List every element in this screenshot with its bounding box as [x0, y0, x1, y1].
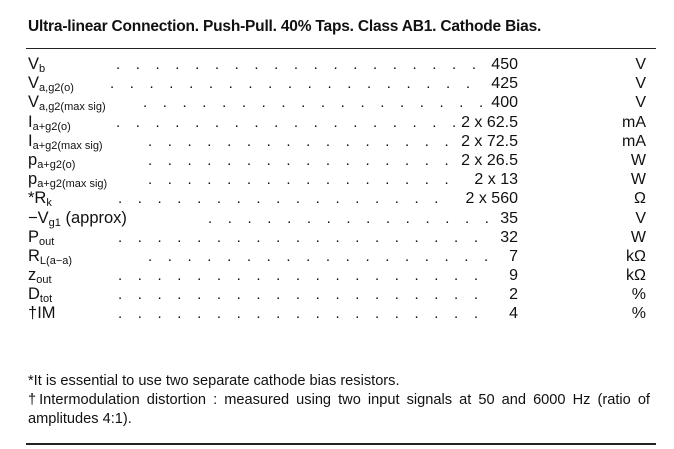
parameter-symbol — [28, 304, 56, 328]
parameter-value: 425 — [491, 75, 518, 93]
table-row — [28, 55, 654, 74]
parameter-value: 400 — [491, 94, 518, 112]
symbol-subscript: a,g2(max sig) — [39, 101, 106, 114]
symbol-subscript: a,g2(o) — [39, 82, 74, 95]
parameter-unit: V — [635, 209, 646, 227]
leader-dots: ............... — [208, 209, 505, 227]
symbol-main: D — [28, 285, 40, 304]
symbol-main: V — [28, 55, 40, 73]
parameter-unit: kΩ — [626, 247, 646, 265]
symbol-main: p — [28, 150, 38, 169]
parameter-unit: Ω — [634, 190, 646, 208]
table-row — [28, 170, 654, 189]
symbol-prefix: − — [28, 208, 38, 227]
leader-dots: ................... — [116, 56, 492, 73]
top-divider — [26, 48, 656, 49]
symbol-prefix: * — [28, 189, 35, 208]
symbol-main: I — [28, 112, 33, 131]
leader-dots: ................... — [118, 267, 494, 285]
parameter-value: 2 x 26.5 — [461, 151, 518, 169]
leader-dots: ................... — [118, 228, 494, 246]
symbol-main: R — [28, 246, 40, 265]
leader-dots: ................... — [110, 75, 486, 93]
table-row — [28, 304, 654, 323]
table-row — [28, 228, 654, 247]
symbol-subscript: L(a−a) — [39, 254, 73, 267]
parameter-unit: W — [630, 151, 646, 169]
symbol-subscript: tot — [39, 293, 53, 306]
leader-dots: .................. — [148, 247, 504, 265]
leader-dots: ................... — [118, 286, 494, 304]
parameter-value: 2 x 560 — [465, 190, 518, 208]
table-row — [28, 209, 654, 228]
parameter-table — [28, 55, 654, 324]
leader-dots: .................. — [143, 94, 499, 112]
table-row — [28, 132, 654, 151]
symbol-main: p — [28, 170, 38, 189]
symbol-suffix: (approx) — [60, 208, 127, 227]
page-title: Ultra-linear Connection. Push-Pull. 40% Taps. Class AB1. Cathode Bias. — [28, 18, 542, 35]
symbol-subscript: b — [39, 63, 46, 75]
parameter-unit: V — [635, 75, 646, 93]
symbol-main: IM — [37, 304, 56, 323]
table-row — [28, 93, 654, 112]
table-row — [28, 266, 654, 285]
parameter-unit: kΩ — [626, 267, 646, 285]
table-row — [28, 189, 654, 208]
symbol-subscript: g1 — [48, 216, 61, 229]
parameter-value: 4 — [509, 305, 518, 323]
parameter-value: 2 x 62.5 — [461, 113, 518, 131]
parameter-value: 450 — [491, 56, 518, 73]
symbol-prefix: † — [28, 304, 38, 323]
parameter-unit: mA — [622, 113, 646, 131]
parameter-value: 2 x 13 — [474, 171, 518, 189]
table-row — [28, 151, 654, 170]
footnotes — [28, 372, 650, 429]
symbol-main: P — [28, 227, 40, 246]
parameter-unit: W — [630, 171, 646, 189]
parameter-value: 9 — [509, 267, 518, 285]
table-row — [28, 113, 654, 132]
leader-dots: ................... — [118, 305, 494, 323]
symbol-subscript: out — [36, 274, 52, 287]
leader-dots: ................ — [148, 151, 465, 169]
symbol-subscript: a+g2(max sig) — [37, 178, 108, 191]
symbol-main: R — [34, 189, 47, 208]
symbol-main: V — [37, 208, 49, 227]
parameter-value: 2 — [509, 286, 518, 304]
symbol-main: I — [28, 131, 33, 150]
parameter-unit: V — [635, 56, 646, 73]
parameter-value: 2 x 72.5 — [461, 132, 518, 150]
symbol-main: V — [28, 74, 40, 93]
parameter-value: 7 — [509, 247, 518, 265]
parameter-value: 35 — [500, 209, 518, 227]
symbol-subscript: a+g2(o) — [32, 120, 71, 133]
symbol-main: V — [28, 93, 40, 112]
symbol-subscript: a+g2(o) — [37, 158, 76, 171]
leader-dots: ................ — [148, 132, 465, 150]
table-row — [28, 247, 654, 266]
symbol-subscript: k — [46, 197, 52, 210]
symbol-subscript: a+g2(max sig) — [32, 139, 103, 152]
leader-dots: ................. — [118, 190, 455, 208]
symbol-subscript: out — [39, 235, 55, 248]
footnote-cathode-bias: *It is essential to use two separate cathode bias resistors. — [28, 373, 400, 389]
parameter-unit: V — [635, 94, 646, 112]
parameter-unit: % — [631, 305, 646, 323]
parameter-value: 32 — [500, 228, 518, 246]
parameter-unit: % — [631, 286, 646, 304]
symbol-main: z — [28, 266, 37, 285]
bottom-divider — [26, 443, 656, 445]
table-row — [28, 74, 654, 93]
parameter-unit: mA — [622, 132, 646, 150]
table-row — [28, 285, 654, 304]
parameter-unit: W — [630, 228, 646, 246]
footnote-intermodulation: †Intermodulation distortion : measured using two input signals at 50 and 6000 Hz (ratio of amplitudes 4:1). — [28, 392, 650, 427]
leader-dots: ................ — [148, 171, 465, 189]
leader-dots: .................. — [116, 113, 472, 131]
